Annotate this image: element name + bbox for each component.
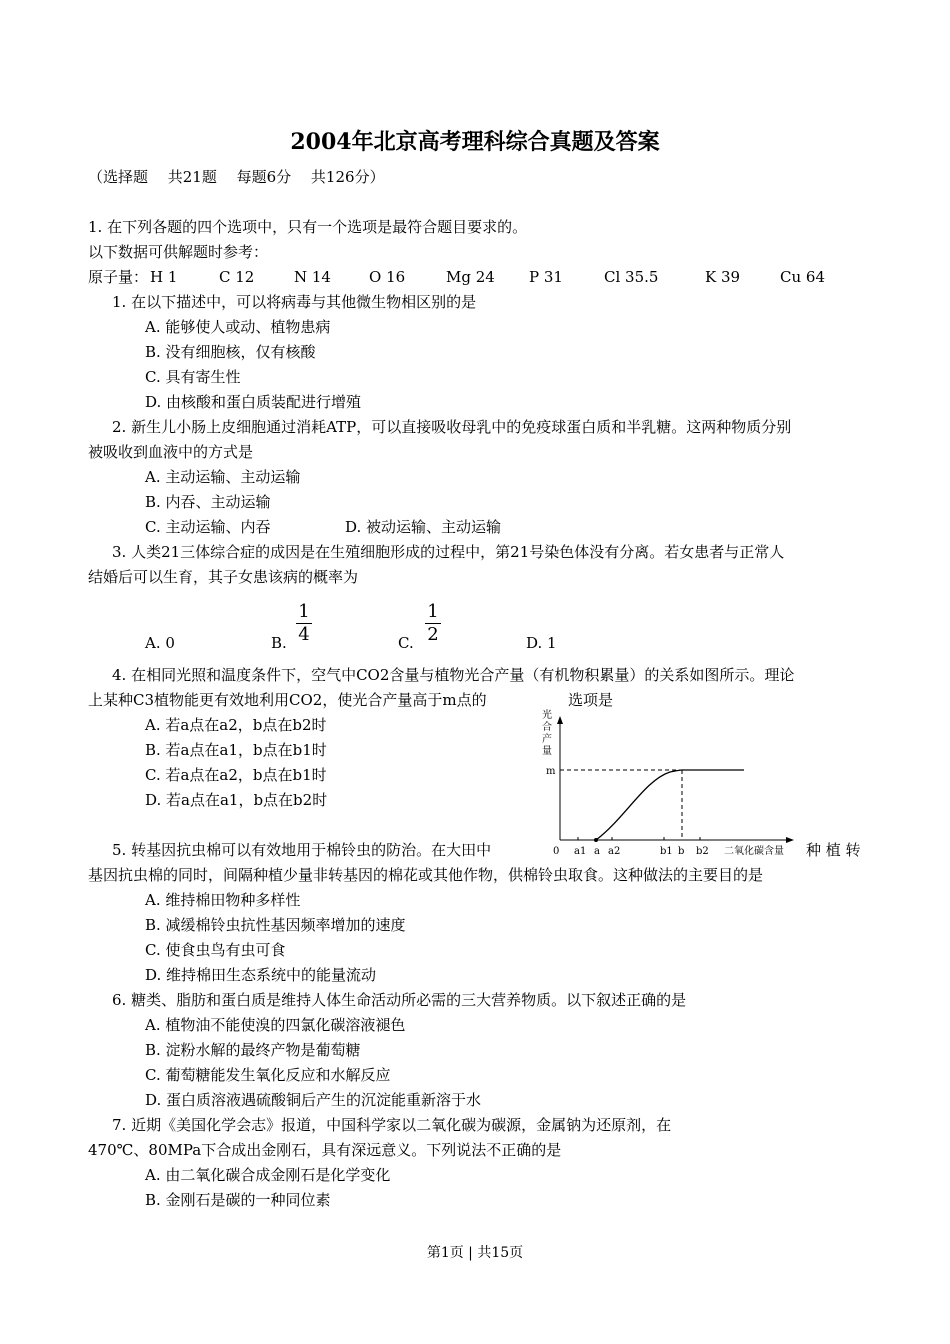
- x-tick-a2: a2: [608, 846, 621, 857]
- x-tick-a: a: [594, 846, 600, 857]
- origin-label: 0: [553, 846, 560, 857]
- q2-stem-line-2: 被吸收到血液中的方式是: [88, 443, 254, 461]
- atom-cl: Cl 35.5: [604, 268, 659, 286]
- q3-option-c: C.: [398, 634, 414, 652]
- q7-option-b: B. 金刚石是碳的一种同位素: [145, 1191, 331, 1209]
- q2-option-a: A. 主动运输、主动运输: [145, 468, 301, 486]
- q3-option-d: D. 1: [526, 634, 557, 652]
- x-axis-label: 二氧化碳含量: [724, 846, 784, 857]
- q2-option-d: D. 被动运输、主动运输: [345, 518, 502, 536]
- q4-stem-line-1: 4. 在相同光照和温度条件下，空气中CO2含量与植物光合产量（有机物积累量）的关系如图所示。理论: [112, 666, 795, 684]
- atom-p: P 31: [529, 268, 563, 286]
- y-axis-arrow: [557, 716, 563, 724]
- m-label: m: [546, 766, 556, 777]
- intro-line-1: 1. 在下列各题的四个选项中，只有一个选项是最符合题目要求的。: [88, 218, 528, 236]
- q1-option-c: C. 具有寄生性: [145, 368, 241, 386]
- q7-stem-line-1: 7. 近期《美国化学会志》报道，中国科学家以二氧化碳为碳源，金属钠为还原剂，在: [112, 1116, 672, 1134]
- atom-k: K 39: [705, 268, 741, 286]
- intro-line-2: 以下数据可供解题时参考：: [88, 243, 269, 261]
- q5-stem-line-1b: 种 植 转: [806, 841, 861, 859]
- q6-option-a: A. 植物油不能使溴的四氯化碳溶液褪色: [145, 1016, 406, 1034]
- q4-option-c: C. 若a点在a2，b点在b1时: [145, 766, 327, 784]
- q6-option-b: B. 淀粉水解的最终产物是葡萄糖: [145, 1041, 361, 1059]
- q6-option-c: C. 葡萄糖能发生氧化反应和水解反应: [145, 1066, 391, 1084]
- y-axis-label-char: 产: [542, 734, 552, 745]
- atom-mg: Mg 24: [446, 268, 495, 286]
- q3-fraction-c: [425, 602, 441, 645]
- q3-fraction-b-num: 1: [298, 601, 310, 622]
- q3-fraction-b: [296, 602, 312, 645]
- q3-option-b: B.: [271, 634, 287, 652]
- q5-option-a: A. 维持棉田物种多样性: [145, 891, 301, 909]
- y-axis-label-char: 量: [542, 746, 552, 757]
- photosynthesis-curve: [596, 770, 744, 840]
- atom-n: N 14: [294, 268, 331, 286]
- x-tick-b2: b2: [696, 846, 709, 857]
- y-axis-label-char: 合: [542, 722, 552, 733]
- q5-option-c: C. 使食虫鸟有虫可食: [145, 941, 286, 959]
- q6-option-d: D. 蛋白质溶液遇硫酸铜后产生的沉淀能重新溶于水: [145, 1091, 482, 1109]
- atom-cu: Cu 64: [780, 268, 825, 286]
- atom-o: O 16: [369, 268, 406, 286]
- q5-stem-line-1a: 5. 转基因抗虫棉可以有效地用于棉铃虫的防治。在大田中: [112, 841, 492, 859]
- x-tick-b1: b1: [660, 846, 673, 857]
- q3-stem-line-1: 3. 人类21三体综合症的成因是在生殖细胞形成的过程中，第21号染色体没有分离。若女患者与正常人: [112, 543, 785, 561]
- q6-stem: 6. 糖类、脂肪和蛋白质是维持人体生命活动所必需的三大营养物质。以下叙述正确的是: [112, 991, 687, 1009]
- q3-stem-line-2: 结婚后可以生育，其子女患该病的概率为: [88, 568, 359, 586]
- q2-option-b: B. 内吞、主动运输: [145, 493, 271, 511]
- q4-stem-line-2b: 选项是: [568, 691, 614, 709]
- q5-option-b: B. 减缓棉铃虫抗性基因频率增加的速度: [145, 916, 406, 934]
- q1-option-b: B. 没有细胞核，仅有核酸: [145, 343, 316, 361]
- page-footer: 第1页 | 共15页: [426, 1245, 524, 1261]
- q3-option-a: A. 0: [145, 634, 175, 652]
- q4-option-a: A. 若a点在a2，b点在b2时: [145, 716, 327, 734]
- q3-fraction-c-den: 2: [427, 624, 439, 645]
- y-axis-label-char: 光: [542, 710, 552, 721]
- q3-fraction-b-den: 4: [298, 624, 310, 645]
- q7-stem-line-2: 470℃、80MPa下合成出金刚石，具有深远意义。下列说法不正确的是: [88, 1141, 562, 1159]
- q7-option-a: A. 由二氧化碳合成金刚石是化学变化: [145, 1166, 391, 1184]
- x-tick-a1: a1: [574, 846, 587, 857]
- q5-option-d: D. 维持棉田生态系统中的能量流动: [145, 966, 377, 984]
- q3-fraction-c-num: 1: [427, 601, 439, 622]
- x-axis-arrow: [786, 837, 794, 843]
- atom-h: H 1: [150, 268, 178, 286]
- x-tick-b: b: [678, 846, 685, 857]
- q2-option-c: C. 主动运输、内吞: [145, 518, 271, 536]
- q1-option-a: A. 能够使人或动、植物患病: [145, 318, 331, 336]
- page-title: 2004年北京高考理科综合真题及答案: [290, 129, 660, 155]
- atom-c: C 12: [219, 268, 255, 286]
- q4-option-d: D. 若a点在a1，b点在b2时: [145, 791, 328, 809]
- q2-stem-line-1: 2. 新生儿小肠上皮细胞通过消耗ATP，可以直接吸收母乳中的免疫球蛋白质和半乳糖。这两种物质分别: [112, 418, 792, 436]
- point-a: [594, 838, 598, 842]
- q1-option-d: D. 由核酸和蛋白质装配进行增殖: [145, 393, 362, 411]
- q4-option-b: B. 若a点在a1，b点在b1时: [145, 741, 327, 759]
- exam-subtitle: （选择题 共21题 每题6分 共126分）: [88, 168, 385, 186]
- q4-stem-line-2a: 上某种C3植物能更有效地利用CO2，使光合产量高于m点的: [88, 691, 487, 709]
- atomic-weights: [88, 267, 148, 287]
- q1-stem: 1. 在以下描述中，可以将病毒与其他微生物相区别的是: [112, 293, 477, 311]
- q4-graph: [530, 700, 800, 865]
- atoms-label: 原子量：: [88, 268, 149, 286]
- q5-stem-line-2: 基因抗虫棉的同时，间隔种植少量非转基因的棉花或其他作物，供棉铃虫取食。这种做法的主要目的是: [88, 866, 764, 884]
